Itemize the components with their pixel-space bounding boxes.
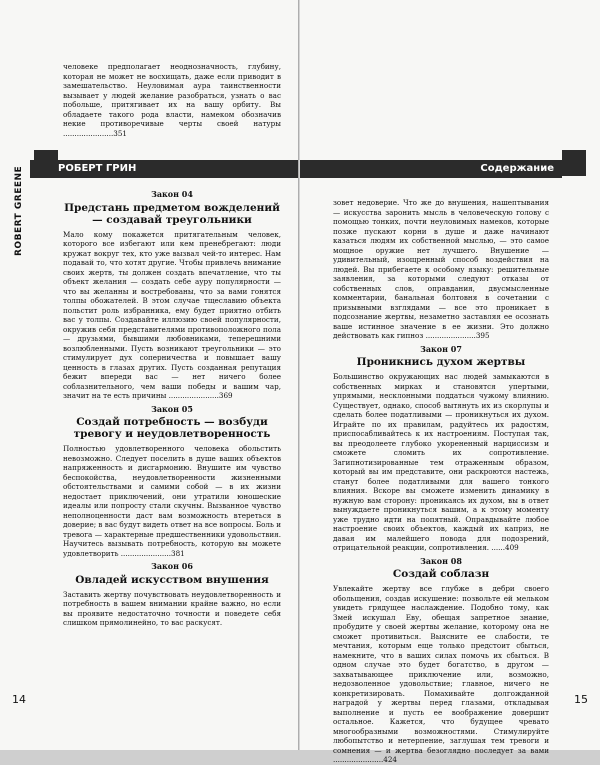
header-corner-box	[562, 150, 586, 176]
left-intro-text: человеке предполагает неоднозначность, глубину, которая не может не восхищать, даже если приводит в замешательство. Неуловимая аура таинственности вызывает у людей желание разобраться, узнать о вас побольше, притягивает их на вашу орбиту. Вы обладаете такого рода власти, намеком обозначив некие противоречивые черты своей натуры ......................351	[63, 62, 281, 138]
page-number: 14	[12, 693, 26, 706]
spine-author-text: ROBERT GREENE	[14, 165, 24, 256]
running-header-title: Содержание	[480, 163, 554, 174]
law-text: Заставить жертву почувствовать неудовлетворенность и потребность в вашем внимании крайне важно, но если вы проявите недостаточно точности и поведете себя слишком прямолинейно, то вас раскусят.	[63, 589, 281, 627]
right-main-column	[333, 198, 549, 765]
header-corner-box	[34, 150, 58, 176]
law-title: Создай потребность — возбуди тревогу и неудовлетворенность	[73, 416, 271, 440]
page-number: 15	[574, 693, 588, 706]
law-text: Большинство окружающих нас людей замыкаются в собственных мирках и становятся упертыми, упрямыми, несклонными поддаться чужому влиянию. Существует, однако, способ вытянуть их из скорлупы и сделать более податливыми — проникнуться их духом. Играйте по их правилам, радуйтесь их радостям, приспосабливайтесь к их настроениям. Поступая так, вы преодолеете глубоко укорененный нарциссизм и сможете сломить их сопротивление. Загипнотизированные тем отраженным образом, который вы им представите, они раскроются настежь, станут более податливыми для вашего тонкого влияния. Вскоре вы сможете изменить динамику в нужную вам сторону: проникаясь их духом, вы в ответ вынуждаете проникнуться вашим, а к этому моменту уже трудно идти на попятный. Оправдывайте любое настроение своих объектов, каждый их каприз, не давая им малейшего повода для подозрений, отрицательной реакции, сопротивления. ......409	[333, 372, 549, 552]
law-text: Увлекайте жертву все глубже в дебри своего обольщения, создав искушение: позвольте ей мельком увидеть грядущее наслаждение. Подобно тому, как Змей искушал Еву, обещая запретное знание, пробудите у своей жертвы желание, которому она не сможет противиться. Выясните ее слабости, те мечтания, которым еще только предстоит сбыться, намекните, что в ваших силах помочь их сбыться. В одном случае это будет богатство, в другом — захватывающее приключение или, возможно, недозволенное удовольствие; главное, ничего не конкретизировать. Помахивайте долгожданной наградой у жертвы перед глазами, откладывая выполнение и пусть ее воображение довершит остальное. Кажется, что будущее чревато многообразными возможностями. Стимулируйте любопытство и нетерпение, заглушая тем тревоги и сомнения — и жертва безоглядно последует за вами ......................424	[333, 584, 549, 764]
running-header-title: РОБЕРТ ГРИН	[58, 163, 137, 174]
law-title: Создай соблазн	[392, 568, 490, 580]
law-number: Закон 05	[151, 403, 193, 414]
law-number: Закон 08	[420, 555, 462, 566]
right-intro-text: зовет недоверие. Что же до внушения, нашептывания — искусства заронить мысль в человеческую голову с помощью тонких, почти неуловимых намеков, которые позже пускают корни в душе и даже начинают казаться людям их собственной мыслью, — это самое мощное оружие нет лучшего. Внушение — удивительный, изощренный способ воздействия на людей. Вы прибегаете к особому языку: решительные заявления, за которыми следуют отказы от собственных слов, оправдания, двусмысленные комментарии, банальная болтовня в сочетании с призывными взглядами — все это проникает в подсознание жертвы, незаметно заставляя ее осознать ваше истинное значение в ее жизни. Это должно действовать как гипноз ......................395	[333, 198, 549, 340]
law-title: Предстань предметом вожделений — создавай треугольники	[64, 201, 280, 226]
law-title: Овладей искусством внушения	[75, 573, 269, 586]
law-number: Закон 04	[151, 189, 193, 199]
left-page	[0, 0, 300, 750]
law-title: Проникнись духом жертвы	[356, 356, 526, 368]
law-number: Закон 06	[151, 561, 193, 571]
law-text: Мало кому покажется притягательным человек, которого все избегают или кем пренебрегают: люди кружат вокруг тех, кто уже вызвал чей-то интерес. Нам подавай то, что хотят другие. Чтобы привлечь внимание своих жертв, ты должен создать впечатление, что ты объект желания — создать себе ауру популярности — что вы желанны и востребованы, что за вами гонятся толпы обожателей. В этом случае тщеславию объекта польстит роль избранника, ему будет приятно отбить вас у толпы. Создавайте иллюзию своей популярности, окружив себя представителями противоположного пола — друзьями, бывшими любовниками, теперешними возлюбленными. Пусть возникают треугольники — это стимулирует дух соперничества и повышает вашу ценность в глазах других. Пусть созданная репутация бежит впереди вас — нет ничего более соблазнительного, чем ваши победы и вашим чар, значит на те есть причины ......................369	[63, 229, 281, 400]
law-text: Полностью удовлетворенного человека обольстить невозможно. Следует поселить в душе ваших объектов напряженность и дисгармонию. Внушите им чувство беспокойства, неудовлетворенности жизненными обстоятельствами и самими собой — в их жизни недостает приключений, они утратили юношеские идеалы или попросту стали скучны. Вызванное чувство неполноценности даст вам возможность втереться в доверие; в вас будут видеть ответ на все вопросы. Боль и тревога — характерные предшественники удовольствия. Научитесь вызывать потребность, которую вы можете удовлетворить ......................381	[63, 444, 281, 558]
right-page	[300, 0, 600, 764]
left-intro-block	[63, 62, 281, 138]
left-main-column	[63, 186, 281, 628]
spine-author-label	[14, 165, 26, 256]
law-number: Закон 07	[420, 343, 462, 354]
